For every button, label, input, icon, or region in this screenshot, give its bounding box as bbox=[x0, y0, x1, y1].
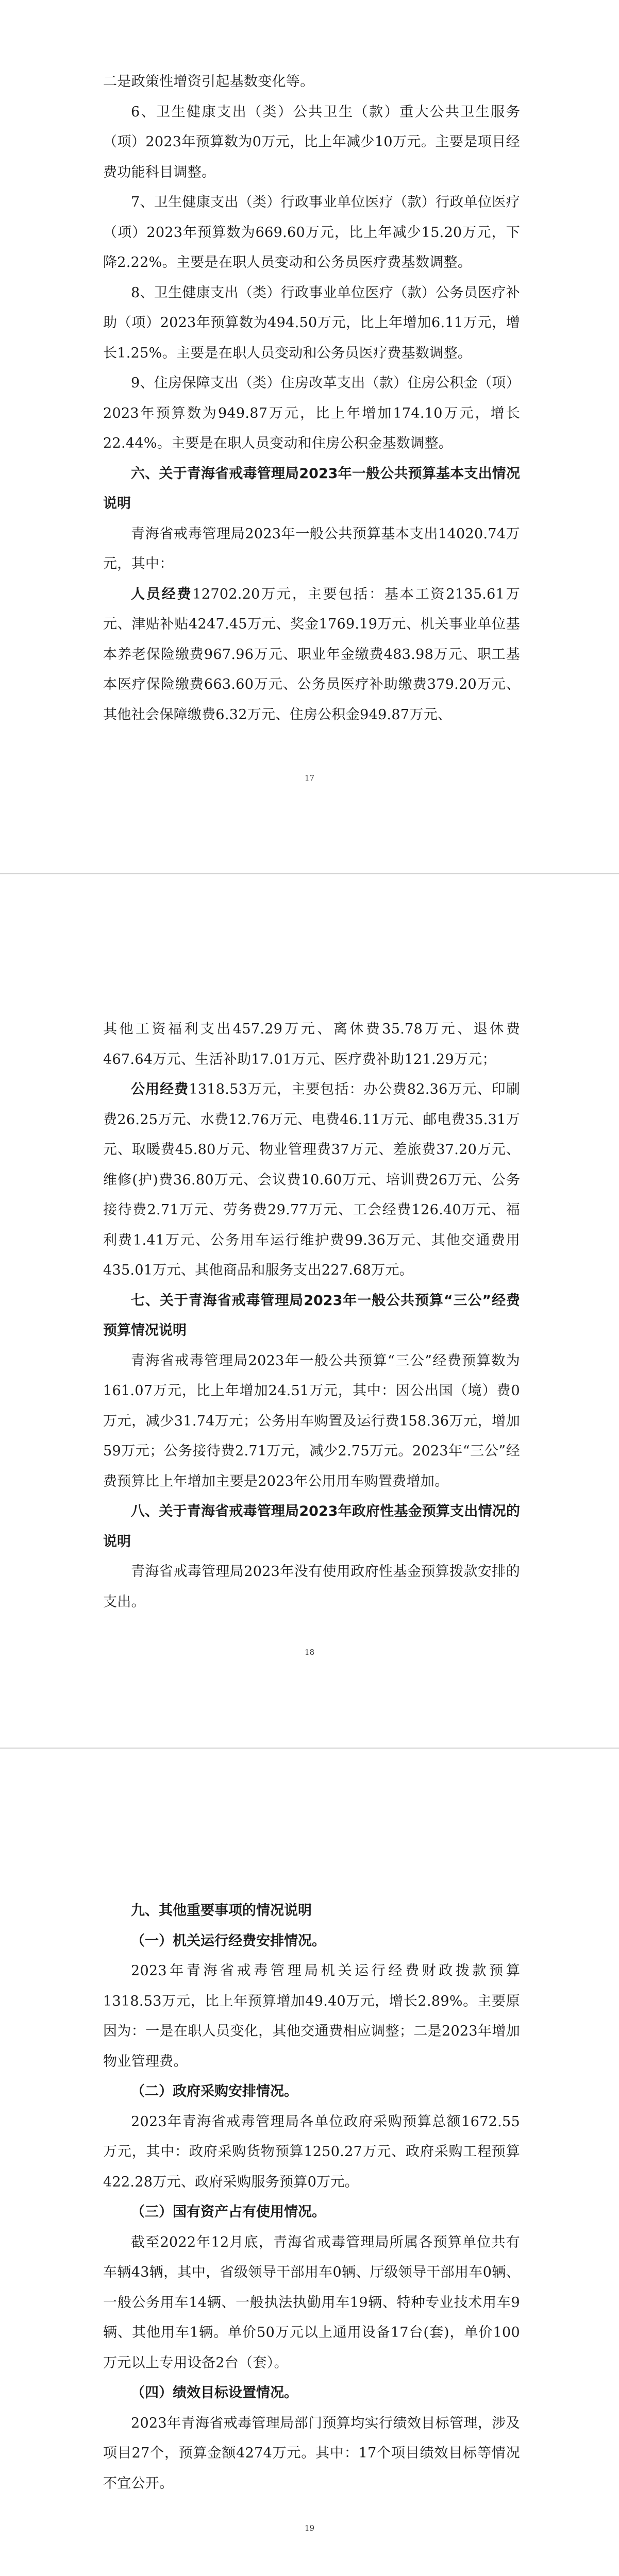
section-heading: 八、关于青海省戒毒管理局2023年政府性基金预算支出情况的说明 bbox=[103, 1503, 520, 1550]
paragraph-body: 12702.20万元，主要包括：基本工资2135.61万元、津贴补贴4247.45万元、奖金1769.19万元、机关事业单位基本养老保险缴费967.96万元、职业年金缴费483.98万元、职工基本医疗保险缴费663.60万元、公务员医疗补助缴费379.20万元、其他社会保障缴费6.32万元、住房公积金949.87万元、 bbox=[103, 586, 520, 723]
page-number: 19 bbox=[304, 2523, 315, 2533]
paragraph: 青海省戒毒管理局2023年没有使用政府性基金预算拨款安排的支出。 bbox=[103, 1564, 520, 1610]
paragraph-body: 1318.53万元，主要包括：办公费82.36万元、印刷费26.25万元、水费12.76万元、电费46.11万元、邮电费35.31万元、取暖费45.80万元、物业管理费37万元、差旅费37.20万元、维修(护)费36.80万元、会议费10.60万元、培训费26万元、公务接待费2.71万元、劳务费29.77万元、工会经费126.40万元、福利费1.41万元、公务用车运行维护费99.36万元、其他交通费用435.01万元、其他商品和服务支出227.68万元。 bbox=[103, 1081, 520, 1278]
document-page-18 bbox=[0, 874, 619, 1748]
paragraph bbox=[103, 580, 520, 731]
paragraph: 2023年青海省戒毒管理局机关运行经费财政拨款预算1318.53万元，比上年预算增加49.40万元，增长2.89%。主要原因为：一是在职人员变化，其他交通费相应调整；二是2023年增加物业管理费。 bbox=[103, 1963, 520, 2070]
paragraph: 7、卫生健康支出（类）行政事业单位医疗（款）行政单位医疗（项）2023年预算数为669.60万元，比上年减少15.20万元，下降2.22%。主要是在职人员变动和公务员医疗费基数调整。 bbox=[103, 194, 520, 270]
section-heading: 七、关于青海省戒毒管理局2023年一般公共预算“三公”经费预算情况说明 bbox=[103, 1292, 520, 1338]
paragraph: 8、卫生健康支出（类）行政事业单位医疗（款）公务员医疗补助（项）2023年预算数为494.50万元，比上年增加6.11万元，增长1.25%。主要是在职人员变动和公务员医疗费基数调整。 bbox=[103, 284, 520, 361]
paragraph: 2023年青海省戒毒管理局各单位政府采购预算总额1672.55万元，其中：政府采购货物预算1250.27万元、政府采购工程预算422.28万元、政府采购服务预算0万元。 bbox=[103, 2113, 520, 2190]
subsection-heading: （三）国有资产占有使用情况。 bbox=[131, 2204, 326, 2220]
section-heading: 九、其他重要事项的情况说明 bbox=[131, 1903, 312, 1919]
paragraph: 青海省戒毒管理局2023年一般公共预算“三公”经费预算数为161.07万元，比上年增加24.51万元，其中：因公出国（境）费0万元，减少31.74万元；公务用车购置及运行费158.36万元，增加59万元；公务接待费2.71万元，减少2.75万元。2023年“三公”经费预算比上年增加主要是2023年公用用车购置费增加。 bbox=[103, 1352, 520, 1489]
section-heading: 六、关于青海省戒毒管理局2023年一般公共预算基本支出情况说明 bbox=[103, 465, 520, 512]
document-page-19 bbox=[0, 1749, 619, 2576]
paragraph: 6、卫生健康支出（类）公共卫生（款）重大公共卫生服务（项）2023年预算数为0万元，比上年减少10万元。主要是项目经费功能科目调整。 bbox=[103, 104, 520, 180]
page-number: 18 bbox=[304, 1648, 315, 1657]
paragraph: 二是政策性增资引起基数变化等。 bbox=[103, 74, 314, 90]
paragraph: 9、住房保障支出（类）住房改革支出（款）住房公积金（项）2023年预算数为949.87万元，比上年增加174.10万元，增长22.44%。主要是在职人员变动和住房公积金基数调整。 bbox=[103, 375, 520, 451]
subsection-heading: （一）机关运行经费安排情况。 bbox=[131, 1933, 326, 1949]
paragraph-lead-label: 人员经费 bbox=[131, 586, 193, 602]
paragraph-lead-label: 公用经费 bbox=[131, 1081, 189, 1097]
paragraph bbox=[103, 1075, 520, 1286]
document-page-17 bbox=[0, 0, 619, 873]
subsection-heading: （四）绩效目标设置情况。 bbox=[131, 2385, 298, 2401]
paragraph: 其他工资福利支出457.29万元、离休费35.78万元、退休费467.64万元、生活补助17.01万元、医疗费补助121.29万元； bbox=[103, 1021, 520, 1067]
paragraph: 青海省戒毒管理局2023年一般公共预算基本支出14020.74万元，其中： bbox=[103, 526, 520, 572]
paragraph: 截至2022年12月底，青海省戒毒管理局所属各预算单位共有车辆43辆，其中，省级领导干部用车0辆、厅级领导干部用车0辆、一般公务用车14辆、一般执法执勤用车19辆、特种专业技术用车9辆、其他用车1辆。单价50万元以上通用设备17台(套)，单价100万元以上专用设备2台（套）。 bbox=[103, 2234, 520, 2371]
paragraph: 2023年青海省戒毒管理局部门预算均实行绩效目标管理，涉及项目27个，预算金额4274万元。其中：17个项目绩效目标等情况不宜公开。 bbox=[103, 2415, 520, 2492]
page-number: 17 bbox=[304, 773, 315, 783]
subsection-heading: （二）政府采购安排情况。 bbox=[131, 2083, 298, 2099]
